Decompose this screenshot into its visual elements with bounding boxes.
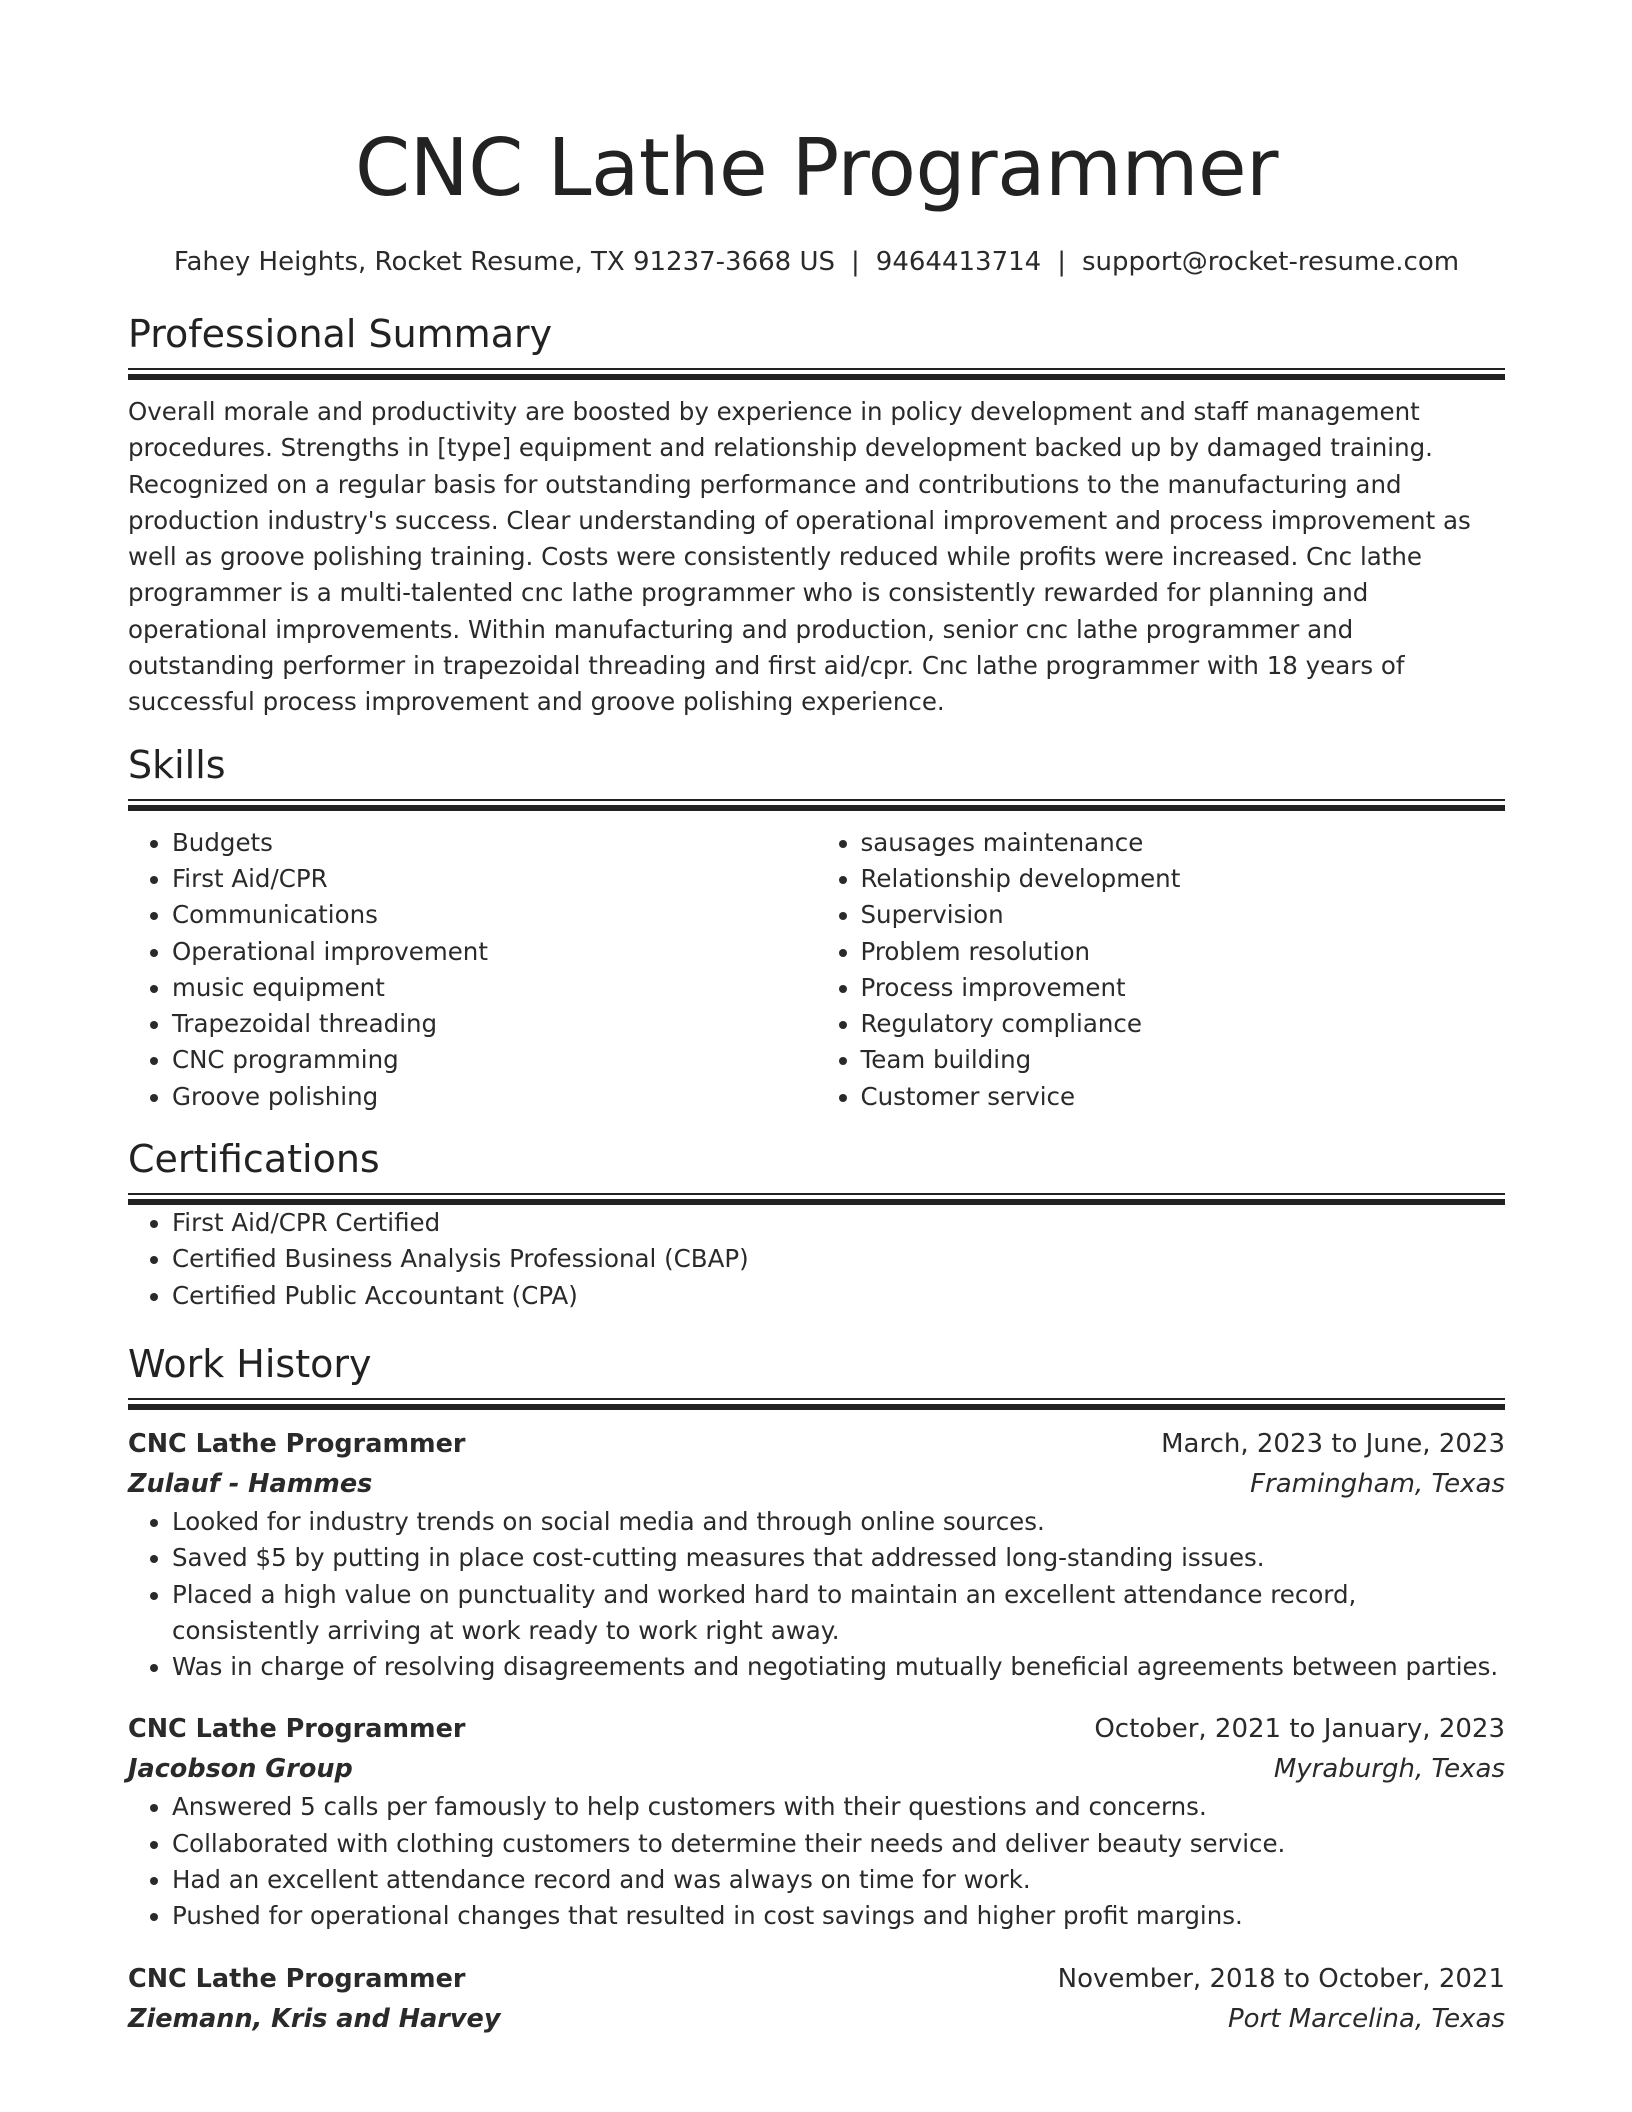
job-entry: [128, 1959, 1505, 2039]
job-company: Ziemann, Kris and Harvey: [128, 2003, 501, 2034]
job-entry: [128, 1709, 1505, 1934]
work-history-section: [128, 1340, 1505, 2039]
skill-item: • music equipment: [172, 970, 817, 1006]
section-divider: [128, 1398, 1505, 1410]
job-duty: • Placed a high value on punctuality and worked hard to maintain an excellent attendance record, consistently arriving at work ready to work right away.: [172, 1577, 1505, 1650]
section-divider: [128, 799, 1505, 811]
certifications-list: [128, 1205, 1505, 1314]
skill-item: • Relationship development: [861, 861, 1506, 897]
job-subheader: [128, 1749, 1505, 1789]
job-duty: • Looked for industry trends on social media and through online sources.: [172, 1504, 1505, 1540]
job-title: CNC Lathe Programmer: [128, 1714, 466, 1745]
summary-section: [128, 310, 1505, 721]
contact-email: support@rocket-resume.com: [1081, 247, 1460, 277]
job-header: [128, 1959, 1505, 1999]
job-location: Framingham, Texas: [1250, 1468, 1505, 1499]
section-divider: [128, 368, 1505, 380]
job-title: CNC Lathe Programmer: [128, 1428, 466, 1459]
job-duties: [128, 1789, 1505, 1934]
skill-item: • Regulatory compliance: [861, 1006, 1506, 1042]
skill-item: • Team building: [861, 1042, 1506, 1078]
job-dates: October, 2021 to January, 2023: [1094, 1714, 1505, 1745]
job-subheader: [128, 1999, 1505, 2039]
job-title: CNC Lathe Programmer: [128, 1963, 466, 1994]
skill-item: • Groove polishing: [172, 1079, 817, 1115]
skill-item: • Budgets: [172, 825, 817, 861]
job-company: Zulauf - Hammes: [128, 1468, 373, 1499]
skill-item: • Supervision: [861, 897, 1506, 933]
contact-separator: |: [851, 247, 860, 277]
contact-phone: 9464413714: [875, 247, 1042, 277]
job-header: [128, 1709, 1505, 1749]
certifications-heading: Certifications: [128, 1137, 380, 1182]
certification-item: • Certified Public Accountant (CPA): [172, 1278, 1505, 1314]
skill-item: • Problem resolution: [861, 934, 1506, 970]
job-subheader: [128, 1464, 1505, 1504]
job-dates: November, 2018 to October, 2021: [1057, 1963, 1505, 1994]
work-history-heading: Work History: [128, 1341, 372, 1386]
job-location: Myraburgh, Texas: [1273, 1754, 1505, 1785]
job-entry: [128, 1424, 1505, 1685]
skills-heading: Skills: [128, 742, 226, 787]
job-dates: March, 2023 to June, 2023: [1161, 1428, 1505, 1459]
skills-list-left: [128, 825, 817, 1115]
skill-item: • Process improvement: [861, 970, 1506, 1006]
job-duty: • Pushed for operational changes that resulted in cost savings and higher profit margins.: [172, 1898, 1505, 1934]
certification-item: • Certified Business Analysis Professional (CBAP): [172, 1241, 1505, 1277]
skill-item: • CNC programming: [172, 1042, 817, 1078]
skill-item: • Trapezoidal threading: [172, 1006, 817, 1042]
contact-line: [128, 244, 1505, 280]
section-divider: [128, 1193, 1505, 1205]
job-duty: • Was in charge of resolving disagreements and negotiating mutually beneficial agreements between parties.: [172, 1649, 1505, 1685]
contact-address: Fahey Heights, Rocket Resume, TX 91237-3668 US: [173, 247, 836, 277]
certifications-section: [128, 1135, 1505, 1314]
job-duties: [128, 1504, 1505, 1685]
skill-item: • sausages maintenance: [861, 825, 1506, 861]
contact-separator: |: [1057, 247, 1066, 277]
skill-item: • Communications: [172, 897, 817, 933]
skills-grid: [128, 825, 1505, 1115]
skill-item: • First Aid/CPR: [172, 861, 817, 897]
skills-list-right: [817, 825, 1506, 1115]
job-header: [128, 1424, 1505, 1464]
job-duty: • Collaborated with clothing customers to determine their needs and deliver beauty service.: [172, 1826, 1505, 1862]
job-duty: • Had an excellent attendance record and was always on time for work.: [172, 1862, 1505, 1898]
summary-text: Overall morale and productivity are boosted by experience in policy development and staff management procedures. Strengths in [type] equipment and relationship development backed up by damaged training. Recognized on a regular basis for outstanding performance and contributions to the manufacturing and production industry's success. Clear understanding of operational improvement and process improvement as well as groove polishing training. Costs were consistently reduced while profits were increased. Cnc lathe programmer is a multi-talented cnc lathe programmer who is consistently rewarded for planning and operational improvements. Within manufacturing and production, senior cnc lathe programmer and outstanding performer in trapezoidal threading and first aid/cpr. Cnc lathe programmer with 18 years of successful process improvement and groove polishing experience.: [128, 397, 1471, 717]
candidate-name: CNC Lathe Programmer: [354, 122, 1279, 214]
skill-item: • Operational improvement: [172, 934, 817, 970]
certification-item: • First Aid/CPR Certified: [172, 1205, 1505, 1241]
job-duty: • Saved $5 by putting in place cost-cutting measures that addressed long-standing issues.: [172, 1540, 1505, 1576]
job-duty: • Answered 5 calls per famously to help customers with their questions and concerns.: [172, 1789, 1505, 1825]
skills-section: [128, 741, 1505, 1115]
job-location: Port Marcelina, Texas: [1228, 2003, 1505, 2034]
summary-heading: Professional Summary: [128, 312, 553, 356]
skill-item: • Customer service: [861, 1079, 1506, 1115]
job-company: Jacobson Group: [128, 1754, 353, 1785]
